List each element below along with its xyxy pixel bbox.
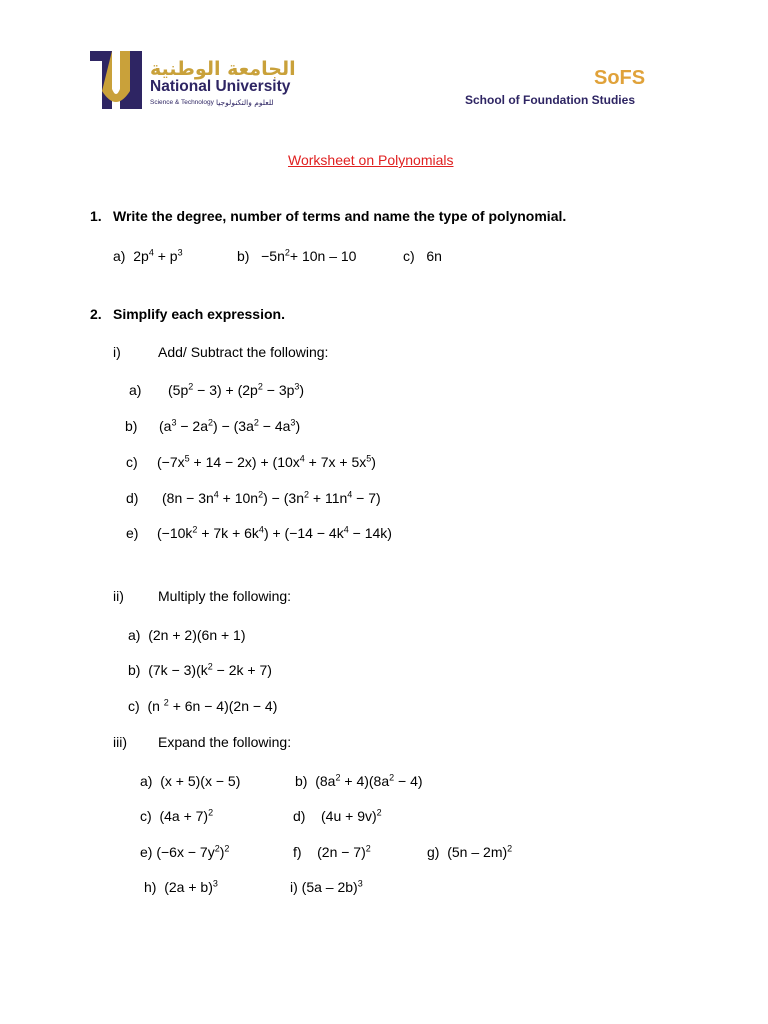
add-expr-d: $(8n - 3n^4 + 10n^2) - (3n^2 + 11n^4 - 7)$: [162, 489, 381, 506]
section-iii-heading: Expand the following:: [158, 734, 292, 750]
expand-item-e: e) $(-6x - 7y^2)^2$: [140, 843, 230, 860]
section-iii-label: iii): [113, 734, 127, 750]
university-name: National University: [150, 78, 291, 95]
expand-item-d: d) $(4u + 9v)^2$: [293, 807, 382, 824]
school-name: School of Foundation Studies: [465, 93, 635, 107]
university-subtitle: Science & Technology: [150, 99, 214, 106]
expand-item-b: b) $(8a^2 + 4)(8a^2 - 4)$: [295, 772, 423, 789]
q2-prompt: Simplify each expression.: [113, 306, 285, 322]
university-name-arabic: الجامعة الوطنية: [150, 58, 296, 80]
section-ii-label: ii): [113, 588, 124, 604]
add-item-a: a): [129, 382, 142, 398]
section-i-label: i): [113, 344, 121, 360]
section-ii-heading: Multiply the following:: [158, 588, 292, 604]
add-expr-a: $(5p^2 - 3) + (2p^2 - 3p^3)$: [168, 381, 305, 398]
section-i-heading: Add/ Subtract the following:: [158, 344, 329, 360]
expand-item-c: c) $(4a + 7)^2$: [140, 807, 214, 824]
q1-item-b: $b) -5n^2+ 10n - 10$: [237, 247, 357, 264]
q1-item-c: c) 6n: [403, 248, 442, 264]
university-logo-icon: [90, 51, 142, 109]
school-abbreviation: SoFS: [594, 67, 646, 89]
expand-item-g: g) (5n – 2m)$^2$: [427, 843, 513, 860]
add-item-c: c): [126, 454, 138, 470]
add-expr-b: $(a^3 - 2a^2) - (3a^2 - 4a^3)$: [159, 417, 301, 434]
mult-item-c: c) (n $^2$ + 6n − 4)(2n − 4): [128, 697, 278, 714]
add-item-b: b): [125, 418, 138, 434]
add-expr-e: $(-10k^2 + 7k + 6k^4) + (-14 - 4k^4 - 14k)$: [157, 524, 392, 541]
q2-number: 2.: [90, 306, 102, 322]
expand-item-i: i) (5a – 2b)$^3$: [290, 878, 363, 895]
q1-item-a: a) $2p^4 + p^3$: [113, 247, 183, 264]
expand-item-h: h) $(2a + b)^3$: [144, 878, 218, 895]
worksheet-title: Worksheet on Polynomials: [288, 152, 454, 168]
add-item-d: d): [126, 490, 139, 506]
q1-number-real: 1.: [90, 208, 102, 224]
expand-item-f: f) $(2n - 7)^2$: [293, 843, 371, 860]
expand-item-a: a) (x + 5)(x − 5): [140, 773, 241, 789]
add-expr-c: $(-7x^5 + 14 - 2x) + (10x^4 + 7x + 5x^5)$: [157, 453, 376, 470]
q1-prompt: Write the degree, number of terms and name the type of polynomial.: [113, 208, 567, 224]
mult-item-b: b) $(7k - 3)(k^2 - 2k + 7)$: [128, 661, 272, 678]
mult-item-a: a) (2n + 2)(6n + 1): [128, 627, 246, 643]
university-subtitle-arabic: للعلوم والتكنولوجيا: [216, 98, 274, 107]
add-item-e: e): [126, 525, 139, 541]
